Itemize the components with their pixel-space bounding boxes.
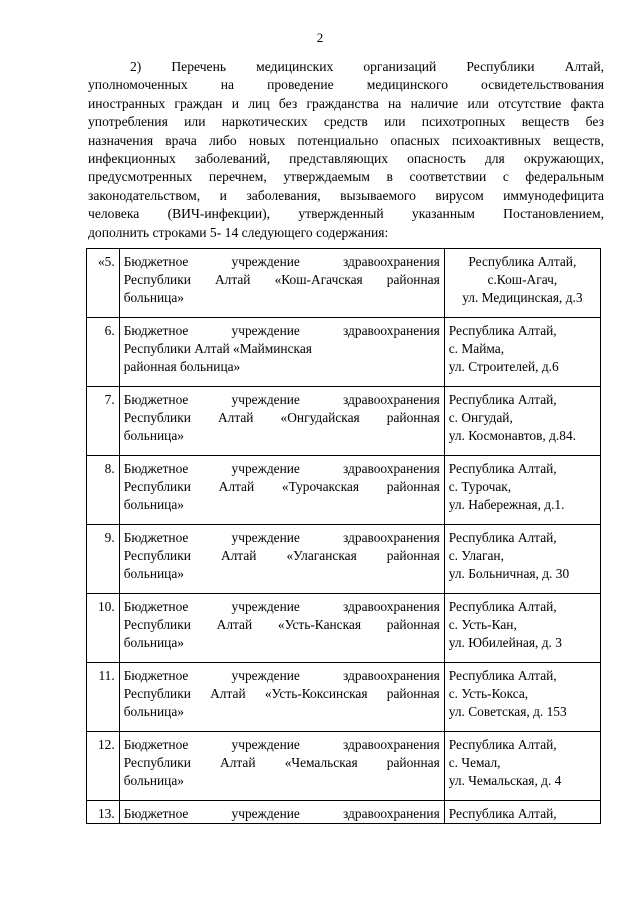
organization-name	[119, 594, 444, 663]
name-line: Республики Алтай «Усть-Канская районная	[123, 617, 440, 633]
address-line: Республика Алтай,	[448, 599, 557, 614]
name-line: Бюджетное учреждение здравоохранения	[123, 737, 440, 752]
organization-name	[119, 249, 444, 318]
name-line: больница»	[123, 290, 184, 306]
address-line: с.Кош-Агач,	[487, 272, 558, 288]
organization-name	[119, 801, 444, 824]
address-line: ул. Юбилейная, д. 3	[448, 635, 562, 651]
organization-name	[119, 663, 444, 732]
row-number: 11.	[87, 663, 120, 732]
address-line: ул. Больничная, д. 30	[448, 566, 570, 582]
row-number: «5.	[87, 249, 120, 318]
row-number: 13.	[87, 801, 120, 824]
name-line: Бюджетное учреждение здравоохранения	[123, 254, 440, 269]
row-number: 7.	[87, 387, 120, 456]
row-number: 10.	[87, 594, 120, 663]
row-number: 9.	[87, 525, 120, 594]
name-line: Бюджетное учреждение здравоохранения	[123, 668, 440, 683]
name-line: больница»	[123, 566, 184, 582]
address-line: Республика Алтай,	[448, 530, 557, 545]
address-line: с. Усть-Кокса,	[448, 686, 529, 702]
table-row	[87, 249, 601, 318]
organization-address	[444, 525, 600, 594]
address-line: с. Майма,	[448, 341, 505, 357]
intro-line: инфекционных заболеваний, представляющих опасность для окружающих,	[88, 150, 604, 166]
name-line: Бюджетное учреждение здравоохранения	[123, 530, 440, 545]
address-line: с. Усть-Кан,	[448, 617, 517, 633]
row-number: 8.	[87, 456, 120, 525]
address-line: с. Улаган,	[448, 548, 504, 564]
address-line: с. Турочак,	[448, 479, 512, 495]
address-line: ул. Чемальская, д. 4	[448, 773, 562, 789]
address-line: Республика Алтай,	[448, 668, 557, 683]
organization-name	[119, 732, 444, 801]
intro-line: уполномоченных на проведение медицинского освидетельствования	[88, 77, 604, 93]
name-line: больница»	[123, 635, 184, 651]
name-line: районная больница»	[123, 359, 241, 375]
table-row	[87, 456, 601, 525]
organization-address	[444, 318, 600, 387]
address-line: Республика Алтай,	[448, 737, 557, 752]
name-line: Бюджетное учреждение здравоохранения	[123, 599, 440, 614]
name-line: больница»	[123, 773, 184, 789]
name-line: Республики Алтай «Майминская	[123, 341, 312, 357]
address-line: с. Онгудай,	[448, 410, 513, 426]
intro-line: назначения врача либо новых потенциально опасных психоактивных веществ,	[88, 132, 604, 148]
name-line: Бюджетное учреждение здравоохранения	[123, 806, 440, 821]
intro-line: употребления или наркотических средств или психотропных веществ без	[88, 114, 604, 130]
name-line: Республики Алтай «Усть-Коксинская районная	[123, 686, 440, 702]
name-line: больница»	[123, 704, 184, 720]
organization-address	[444, 732, 600, 801]
address-line: с. Чемал,	[448, 755, 501, 771]
name-line: Республики Алтай «Турочакская районная	[123, 479, 440, 495]
organization-address	[444, 801, 600, 824]
table-row	[87, 801, 601, 824]
address-line: Республика Алтай,	[468, 254, 577, 269]
name-line: Республики Алтай «Онгудайская районная	[123, 410, 440, 426]
name-line: Бюджетное учреждение здравоохранения	[123, 323, 440, 338]
organization-address	[444, 594, 600, 663]
row-number: 12.	[87, 732, 120, 801]
table-row	[87, 525, 601, 594]
address-line: ул. Космонавтов, д.84.	[448, 428, 577, 444]
table-row	[87, 387, 601, 456]
name-line: больница»	[123, 428, 184, 444]
row-number: 6.	[87, 318, 120, 387]
table-row	[87, 318, 601, 387]
name-line: Бюджетное учреждение здравоохранения	[123, 392, 440, 407]
organization-name	[119, 318, 444, 387]
table-row	[87, 732, 601, 801]
organization-address	[444, 387, 600, 456]
organization-address	[444, 663, 600, 732]
organization-name	[119, 387, 444, 456]
address-line: ул. Набережная, д.1.	[448, 497, 565, 513]
name-line: больница»	[123, 497, 184, 513]
organizations-table	[86, 248, 601, 824]
intro-line: человека (ВИЧ-инфекции), утвержденный указанным Постановлением,	[88, 206, 604, 222]
intro-line: иностранных граждан и лиц без гражданства на наличие или отсутствие факта	[88, 95, 604, 111]
name-line: Республики Алтай «Кош-Агачская районная	[123, 272, 440, 288]
organization-name	[119, 456, 444, 525]
organization-address	[444, 249, 600, 318]
organization-name	[119, 525, 444, 594]
address-line: Республика Алтай,	[448, 392, 557, 407]
address-line: ул. Советская, д. 153	[448, 704, 567, 720]
intro-line: дополнить строками 5- 14 следующего содержания:	[88, 224, 389, 240]
address-line: ул. Строителей, д.6	[448, 359, 559, 375]
intro-line: 2) Перечень медицинских организаций Республики Алтай,	[130, 59, 604, 74]
address-line: Республика Алтай,	[448, 323, 557, 338]
page-number: 2	[316, 30, 324, 45]
organization-address	[444, 456, 600, 525]
name-line: Бюджетное учреждение здравоохранения	[123, 461, 440, 476]
name-line: Республики Алтай «Улаганская районная	[123, 548, 440, 564]
address-line: ул. Медицинская, д.3	[462, 290, 583, 306]
address-line: Республика Алтай,	[448, 806, 557, 821]
table-row	[87, 594, 601, 663]
table-row	[87, 663, 601, 732]
name-line: Республики Алтай «Чемальская районная	[123, 755, 440, 771]
intro-line: законодательством, и заболевания, вызываемого вирусом иммунодефицита	[88, 187, 604, 203]
address-line: Республика Алтай,	[448, 461, 557, 476]
intro-line: предусмотренных перечнем, утверждаемым в соответствии с федеральным	[88, 169, 604, 185]
intro-paragraph	[88, 58, 604, 242]
